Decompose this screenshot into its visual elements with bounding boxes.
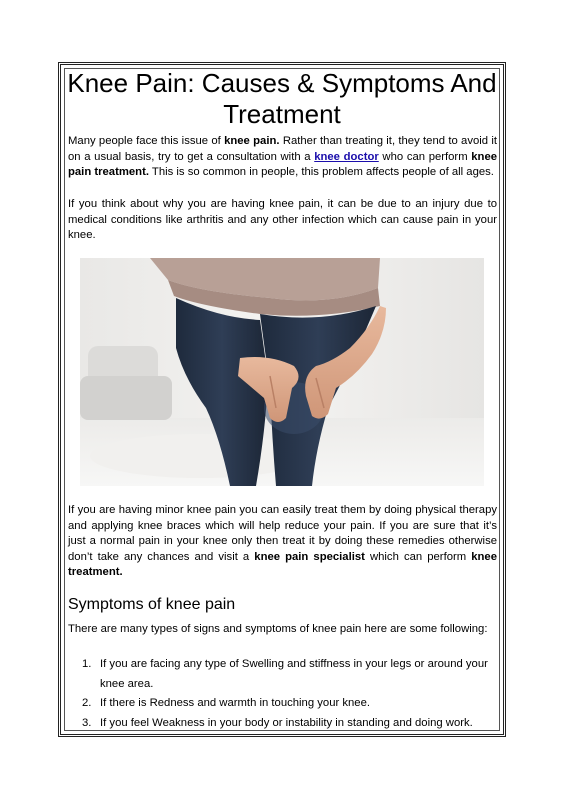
intro-paragraph — [68, 134, 497, 181]
treatment-bold-knee-treatment: knee treatment. — [68, 550, 497, 579]
treatment-bold-specialist: knee pain specialist — [254, 550, 365, 563]
knee-pain-photo — [80, 258, 484, 486]
list-item-text: If you feel Weakness in your body or instability in standing and doing work. — [100, 716, 473, 729]
list-item — [82, 694, 500, 714]
intro-text-2: Rather than treating it, they tend to avoid it on a usual basis, try to get a consultation with a — [68, 135, 498, 163]
intro-text-1: Many people face this issue of — [68, 135, 225, 147]
treatment-paragraph — [68, 503, 497, 581]
knee-pain-illustration — [80, 258, 484, 486]
symptoms-intro: There are many types of signs and symptoms of knee pain here are some following: — [68, 623, 488, 635]
symptoms-heading: Symptoms of knee pain — [68, 596, 236, 613]
knee-doctor-link[interactable]: knee doctor — [314, 150, 379, 163]
intro-bold-knee-pain: knee pain. — [224, 135, 280, 147]
list-item — [82, 655, 500, 694]
list-item-number: 3. — [82, 716, 92, 729]
list-item-text: If there is Redness and warmth in touching your knee. — [100, 697, 371, 709]
symptoms-list — [82, 655, 500, 733]
treatment-text-1: If you are having minor knee pain you can easily treat them by doing physical therapy and applying knee braces which will help reduce your pain. If you are sure that it’s just a normal pain in your knee only then treat it by doing these remedies otherwise don’t take any chances and visit a — [68, 504, 497, 563]
page-title: Knee Pain: Causes & Symptoms And Treatment — [67, 68, 497, 129]
intro-text-3: who can perform — [378, 150, 472, 163]
intro-bold-treatment: knee pain treatment. — [68, 150, 498, 179]
causes-paragraph: If you think about why you are having knee pain, it can be due to an injury due to medical conditions like arthritis and any other infection which can cause pain in your knee. — [68, 198, 497, 242]
treatment-text-2: which can perform — [364, 550, 472, 563]
list-item-number: 1. — [82, 658, 92, 670]
list-item-number: 2. — [82, 697, 92, 709]
list-item — [82, 714, 500, 734]
list-item-text: If you are facing any type of Swelling and stiffness in your legs or around your knee area. — [100, 658, 488, 690]
intro-text-4: This is so common in people, this problem affects people of all ages. — [148, 166, 494, 179]
